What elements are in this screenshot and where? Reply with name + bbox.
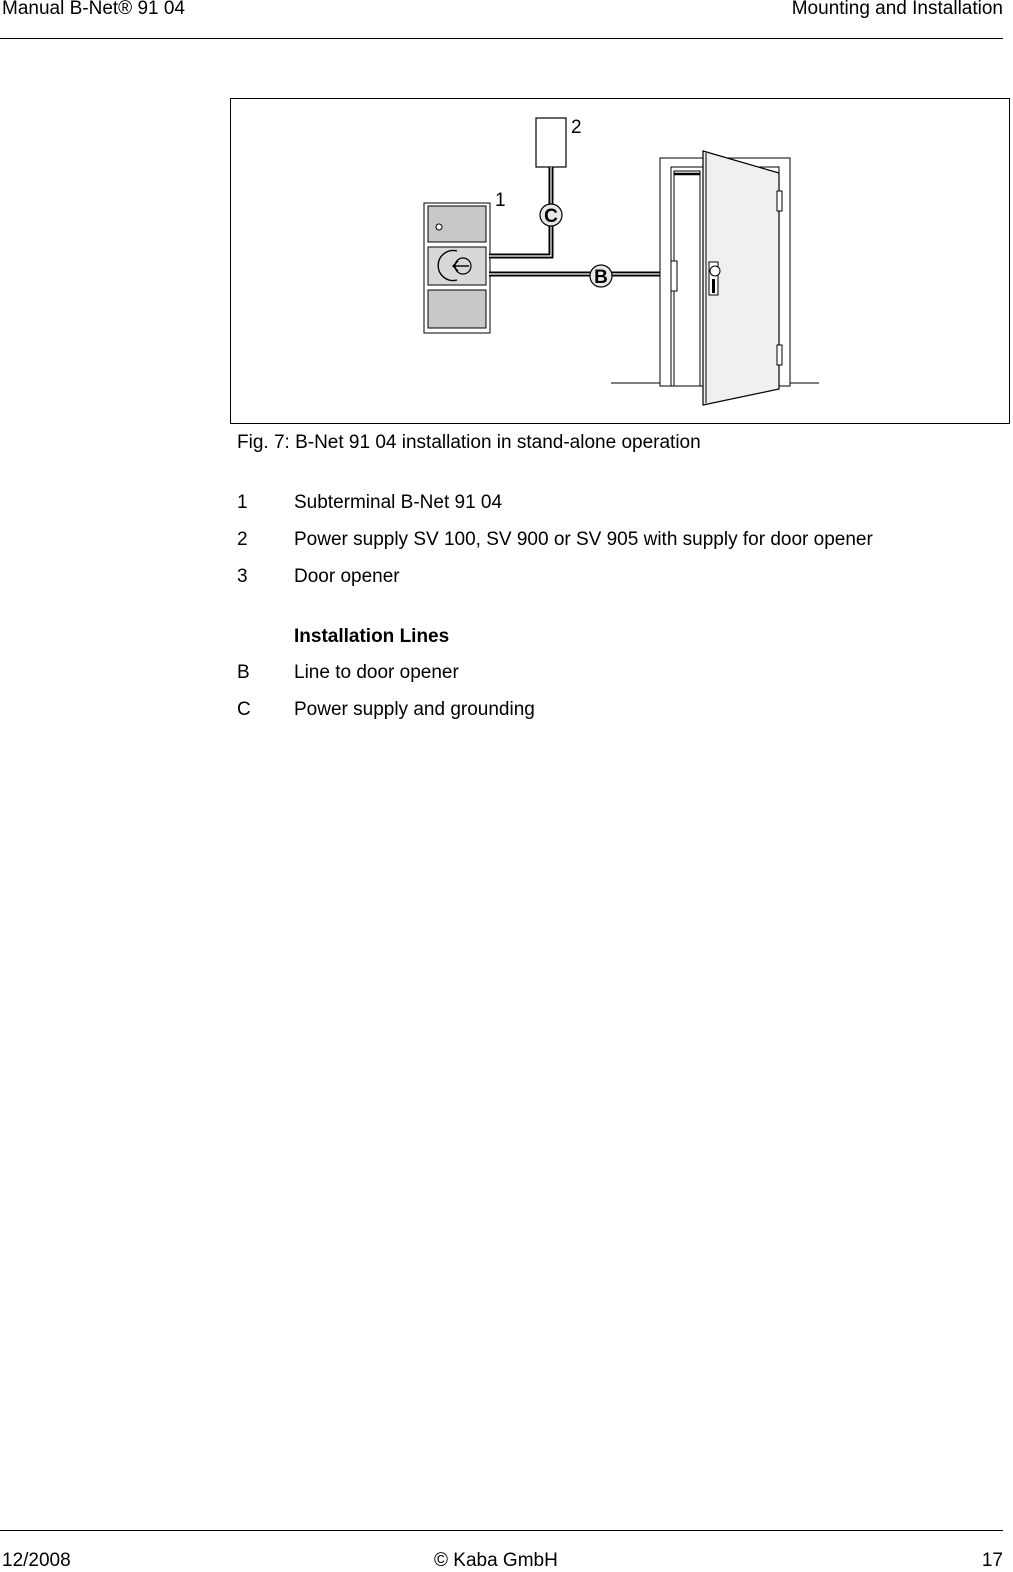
callout-2: 2 bbox=[571, 117, 582, 138]
legend-item bbox=[237, 566, 997, 590]
legend-desc: Subterminal B-Net 91 04 bbox=[294, 492, 503, 513]
installation-figure bbox=[230, 98, 1010, 424]
subterminal-device bbox=[424, 203, 490, 333]
legend-item bbox=[237, 529, 997, 553]
line-legend-item bbox=[237, 699, 997, 723]
figure-caption: Fig. 7: B-Net 91 04 installation in stand-alone operation bbox=[237, 432, 701, 453]
legend-desc: Line to door opener bbox=[294, 662, 459, 683]
line-c-label: C bbox=[544, 206, 558, 227]
legend-key: 1 bbox=[237, 492, 248, 513]
power-supply-box bbox=[536, 118, 566, 167]
header-section-title: Mounting and Installation bbox=[791, 0, 1003, 19]
footer-copyright: © Kaba GmbH bbox=[434, 1550, 558, 1571]
line-b-label: B bbox=[594, 267, 608, 288]
page-footer bbox=[0, 1530, 1003, 1572]
footer-date: 12/2008 bbox=[2, 1550, 71, 1571]
legend-desc: Power supply SV 100, SV 900 or SV 905 with supply for door opener bbox=[294, 529, 873, 550]
legend-key: B bbox=[237, 662, 250, 683]
installation-lines-heading: Installation Lines bbox=[294, 626, 450, 647]
line-legend-item bbox=[237, 662, 997, 686]
footer-page-number: 17 bbox=[981, 1550, 1003, 1571]
legend-desc: Door opener bbox=[294, 566, 400, 587]
page-header bbox=[0, 0, 1003, 39]
legend-item bbox=[237, 492, 997, 516]
header-manual-title: Manual B-Net® 91 04 bbox=[2, 0, 185, 19]
door-handle bbox=[709, 262, 720, 295]
legend-key: 2 bbox=[237, 529, 248, 550]
door-opener bbox=[671, 261, 677, 291]
callout-1: 1 bbox=[495, 190, 506, 211]
legend-key: C bbox=[237, 699, 251, 720]
legend-key: 3 bbox=[237, 566, 248, 587]
legend-desc: Power supply and grounding bbox=[294, 699, 535, 720]
installation-diagram bbox=[231, 99, 1011, 425]
